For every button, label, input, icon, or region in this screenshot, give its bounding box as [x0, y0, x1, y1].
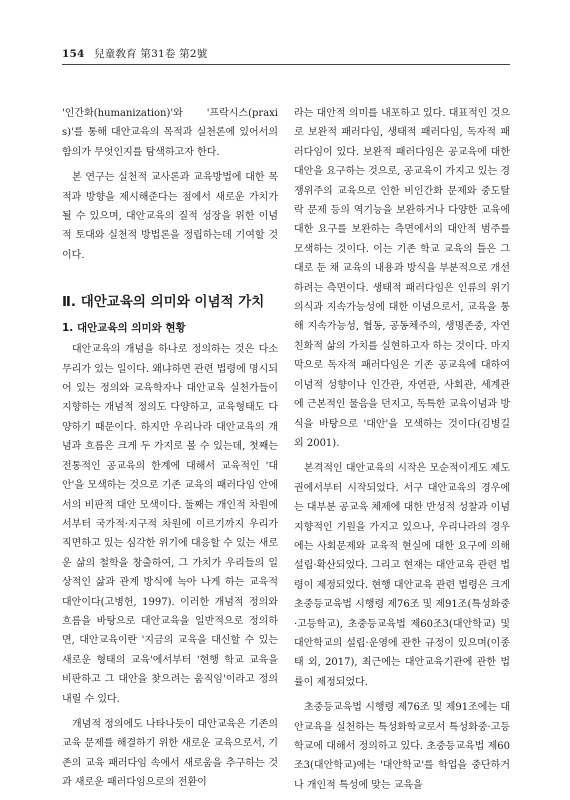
section-heading: Ⅱ. 대안교육의 의미와 이념적 가치: [62, 294, 265, 311]
paragraph-intro-continued: '인간화(humanization)'와 '프락시스(praxis)'를 통해 대안교육의 목적과 실천론에 있어서의 함의가 무엇인지를 탐색하고자 한다.: [62, 108, 278, 158]
paragraph-law: 초중등교육법 시행령 제76조 및 제91조에는 대안교육을 실천하는 특성화학교로서 특성화중·고등학교에 대해서 정의하고 있다. 초중등교육법 제60조3(대안학교)에는 '대안학교'를 학업을 중단하거나 개인적 특성에 맞는 교육을: [294, 702, 510, 791]
right-column: [294, 104, 510, 795]
subsection-heading: 1. 대안교육의 의미와 현황: [62, 322, 186, 335]
paragraph-history: 본격적인 대안교육의 시작은 모순적이게도 제도권에서부터 시작되었다. 서구 대안교육의 경우에는 대부분 공교육 체제에 대한 반성적 성찰과 이념지향적인 기원을 가지고 있으나, 우리나라의 경우에는 사회문제와 교육적 현실에 대한 요구에 의해 설립·확산되었다. 그리고 현재는 대안교육 관련 법령이 제정되었다. 현행 대안교육 관련 법령은 크게 초중등교육법 시행령 제76조 및 제91조(특성화중·고등학교), 초중등교육법 제60조3(대안학교) 및 대안학교의 설립·운영에 관한 규정이 있으며(이종태 외, 2017), 최근에는 대안교육기관에 관한 법률이 제정되었다.: [294, 463, 510, 688]
left-column: [62, 104, 278, 793]
running-head: [62, 46, 510, 61]
header-rule: [62, 64, 510, 65]
paragraph-contribution: 본 연구는 실천적 교사론과 교육방법에 대한 목적과 방향을 제시해준다는 점에서 새로운 가치가 될 수 있으며, 대안교육의 질적 성장을 위한 이념적 토대와 실천적 방법론을 정립하는데 기여할 것이다.: [62, 172, 278, 261]
journal-title: 兒童敎育 第31卷 第2號: [94, 48, 208, 60]
paragraph-definition: 대안교육의 개념을 하나로 정의하는 것은 다소 무리가 있는 일이다. 왜냐하면 관련 법령에 명시되어 있는 정의와 교육학자나 대안교육 실천가들이 지향하는 개념적 정의도 다양하고, 교육형태도 다양하기 때문이다. 하지만 우리나라 대안교육의 개념과 흐름은 크게 두 가지로 볼 수 있는데, 첫째는 전통적인 공교육의 한계에 대해서 교육적인 '대안'을 모색하는 것으로 기존 교육의 패러다임 안에서의 비판적 대안 모색이다. 둘째는 개인적 차원에서부터 국가적·지구적 차원에 이르기까지 우리가 직면하고 있는 심각한 위기에 대응할 수 있는 새로운 삶의 철학을 창출하여, 그 가치가 우리들의 일상적인 삶과 관계 방식에 녹아 나게 하는 교육적 대안이다(고병헌, 1997). 이러한 개념적 정의와 흐름을 바탕으로 대안교육을 일반적으로 정의하면, 대안교육이란 '지금의 교육을 대신할 수 있는 새로운 형태의 교육'에서부터 '현행 학교 교육을 비판하고 그 대안을 찾으려는 움직임'이라고 정의 내릴 수 있다.: [62, 344, 278, 705]
paragraph-paradigm: 개념적 정의에도 나타나듯이 대안교육은 기존의 교육 문제를 해결하기 위한 새로운 교육으로서, 기존의 교육 패러다임 속에서 새로움을 추구하는 것과 새로운 패러다임으로의 전환이: [62, 718, 278, 789]
paragraph-paradigms: 라는 대안적 의미를 내포하고 있다. 대표적인 것으로 보완적 패러다임, 생태적 패러다임, 독자적 패러다임이 있다. 보완적 패러다임은 공교육에 대한 대안을 요구하는 것으로, 공교육이 가지고 있는 경쟁위주의 교육으로 인한 비인간화 문제와 중도탈락 문제 등의 역기능을 보완하거나 다양한 교육에 대한 요구를 보완하는 측면에서의 대안적 범주를 모색하는 것이다. 이는 기존 학교 교육의 틀은 그대로 둔 채 교육의 내용과 방식을 부분적으로 개선하려는 측면이다. 생태적 패러다임은 인류의 위기의식과 지속가능성에 대한 이념으로서, 교육을 통해 지속가능성, 협동, 공동체주의, 생명존중, 자연친화적 삶의 가치를 실현하고자 하는 것이다. 마지막으로 독자적 패러다임은 기존 공교육에 대하여 이념적 성향이나 인간관, 자연관, 사회관, 세계관에 근본적인 물음을 던지고, 독특한 교육이념과 방식을 바탕으로 '대안'을 모색하는 것이다(김병길 외 2001).: [294, 108, 510, 449]
page-number: 154: [62, 48, 85, 60]
